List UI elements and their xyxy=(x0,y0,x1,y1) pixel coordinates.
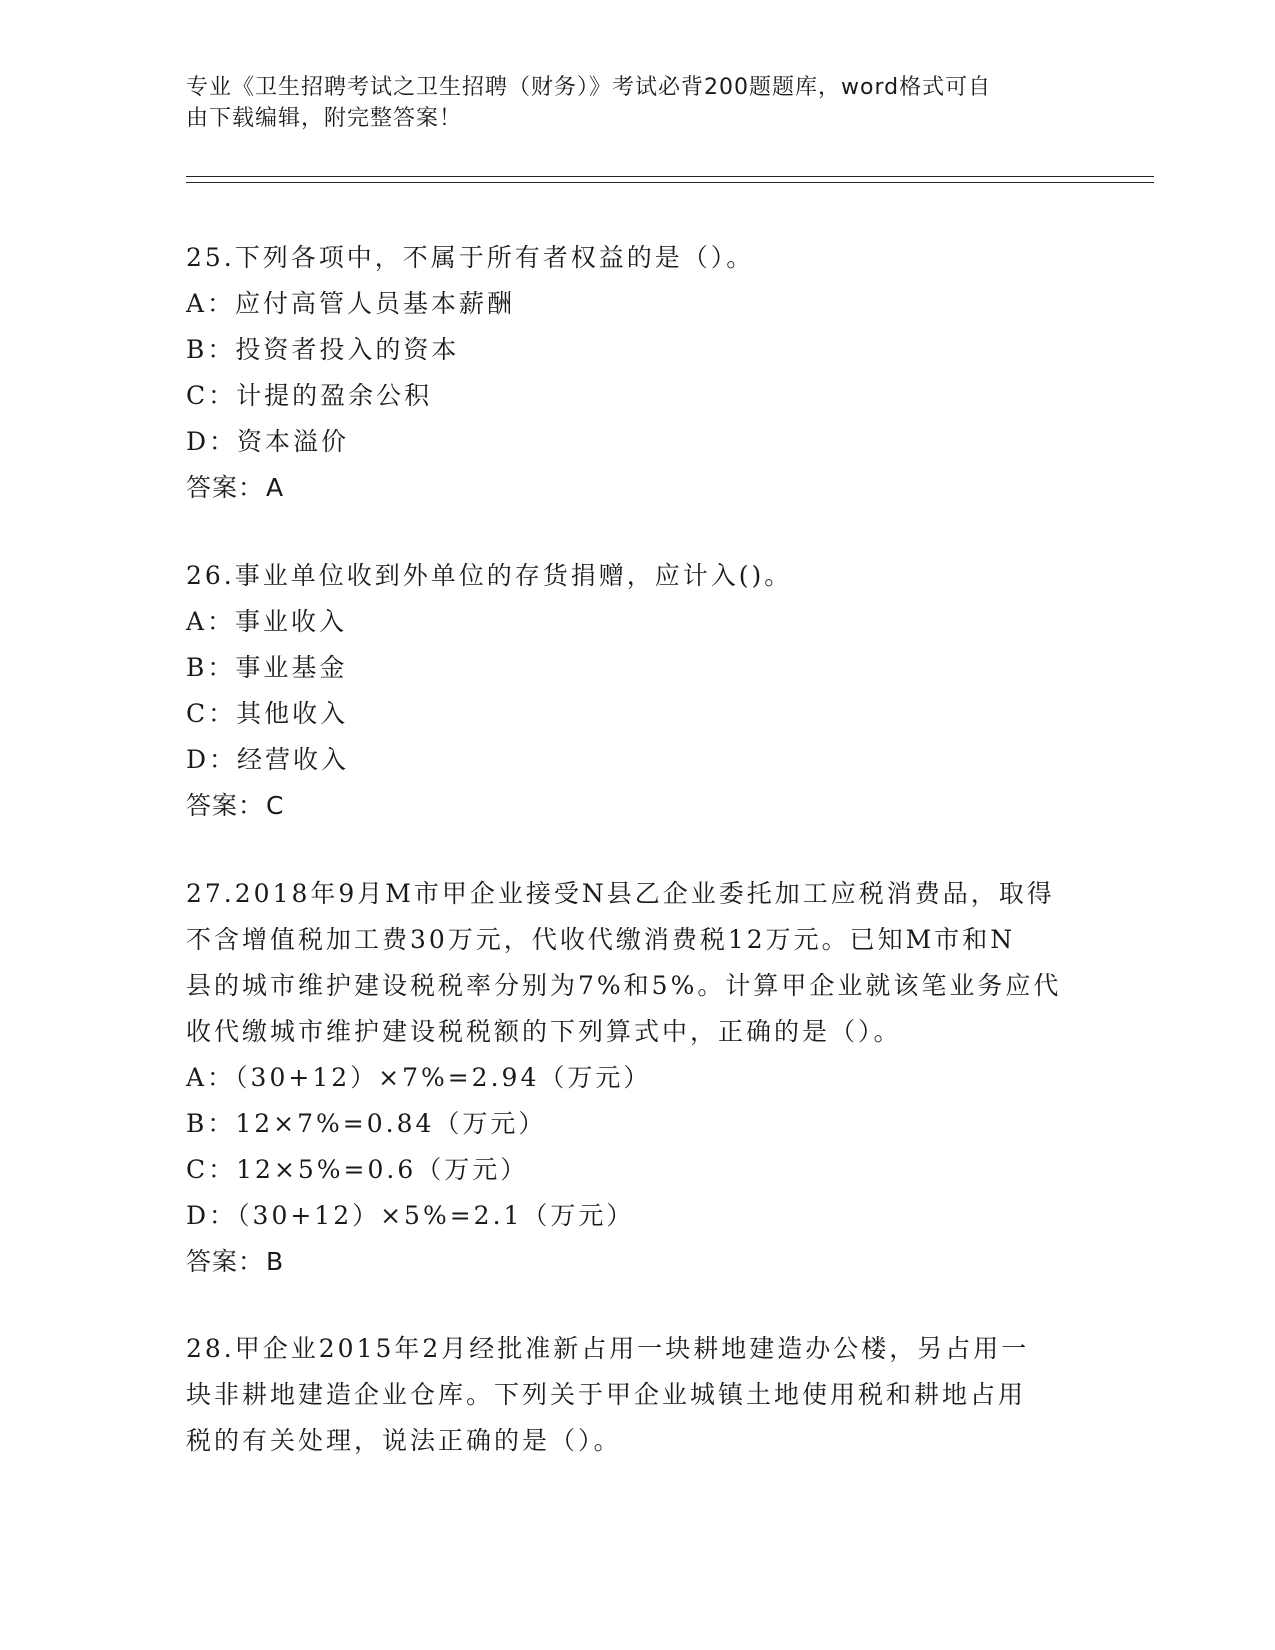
answer xyxy=(186,465,1086,511)
question-stem: 26.事业单位收到外单位的存货捐赠，应计入()。 xyxy=(186,561,793,590)
option-d: D：经营收入 xyxy=(186,745,350,774)
header-line-2: 由下载编辑，附完整答案！ xyxy=(186,106,463,131)
option-b: B：12×7%=0.84（万元） xyxy=(186,1109,547,1138)
question-26 xyxy=(186,553,1086,829)
answer-label: 答案： xyxy=(186,473,265,502)
question-stem-line-4: 收代缴城市维护建设税税额的下列算式中，正确的是（）。 xyxy=(186,1017,902,1046)
option-c: C：12×5%=0.6（万元） xyxy=(186,1155,529,1184)
option-b: B：事业基金 xyxy=(186,653,348,682)
question-stem-line-2: 不含增值税加工费30万元，代收代缴消费税12万元。已知M市和N xyxy=(186,925,1016,954)
option-a: A：（30+12）×7%=2.94（万元） xyxy=(186,1063,652,1092)
question-stem-line-1: 27.2018年9月M市甲企业接受N县乙企业委托加工应税消费品，取得 xyxy=(186,879,1055,908)
answer xyxy=(186,1239,1086,1285)
option-a: A：事业收入 xyxy=(186,607,348,636)
answer-value: A xyxy=(266,473,285,502)
option-b: B：投资者投入的资本 xyxy=(186,335,460,364)
question-stem-line-2: 块非耕地建造企业仓库。下列关于甲企业城镇土地使用税和耕地占用 xyxy=(186,1380,1027,1409)
header-line-1: 专业《卫生招聘考试之卫生招聘（财务）》考试必背200题题库，word格式可自 xyxy=(186,75,992,100)
document-header xyxy=(186,72,1066,134)
answer-label: 答案： xyxy=(186,791,265,820)
header-divider-bottom xyxy=(186,182,1154,183)
answer-label: 答案： xyxy=(186,1247,265,1276)
question-27 xyxy=(186,871,1086,1285)
option-a: A：应付高管人员基本薪酬 xyxy=(186,289,516,318)
option-c: C：其他收入 xyxy=(186,699,349,728)
option-c: C：计提的盈余公积 xyxy=(186,381,433,410)
header-divider-top xyxy=(186,176,1154,177)
question-25 xyxy=(186,235,1086,511)
question-stem-line-3: 税的有关处理，说法正确的是（）。 xyxy=(186,1426,622,1455)
question-stem-line-1: 28.甲企业2015年2月经批准新占用一块耕地建造办公楼，另占用一 xyxy=(186,1334,1030,1363)
answer-value: B xyxy=(266,1247,285,1276)
option-d: D：（30+12）×5%=2.1（万元） xyxy=(186,1201,635,1230)
answer-value: C xyxy=(266,791,285,820)
option-d: D：资本溢价 xyxy=(186,427,350,456)
question-stem: 25.下列各项中，不属于所有者权益的是（）。 xyxy=(186,243,755,272)
question-28 xyxy=(186,1326,1086,1464)
answer xyxy=(186,783,1086,829)
question-stem-line-3: 县的城市维护建设税税率分别为7%和5%。计算甲企业就该笔业务应代 xyxy=(186,971,1062,1000)
